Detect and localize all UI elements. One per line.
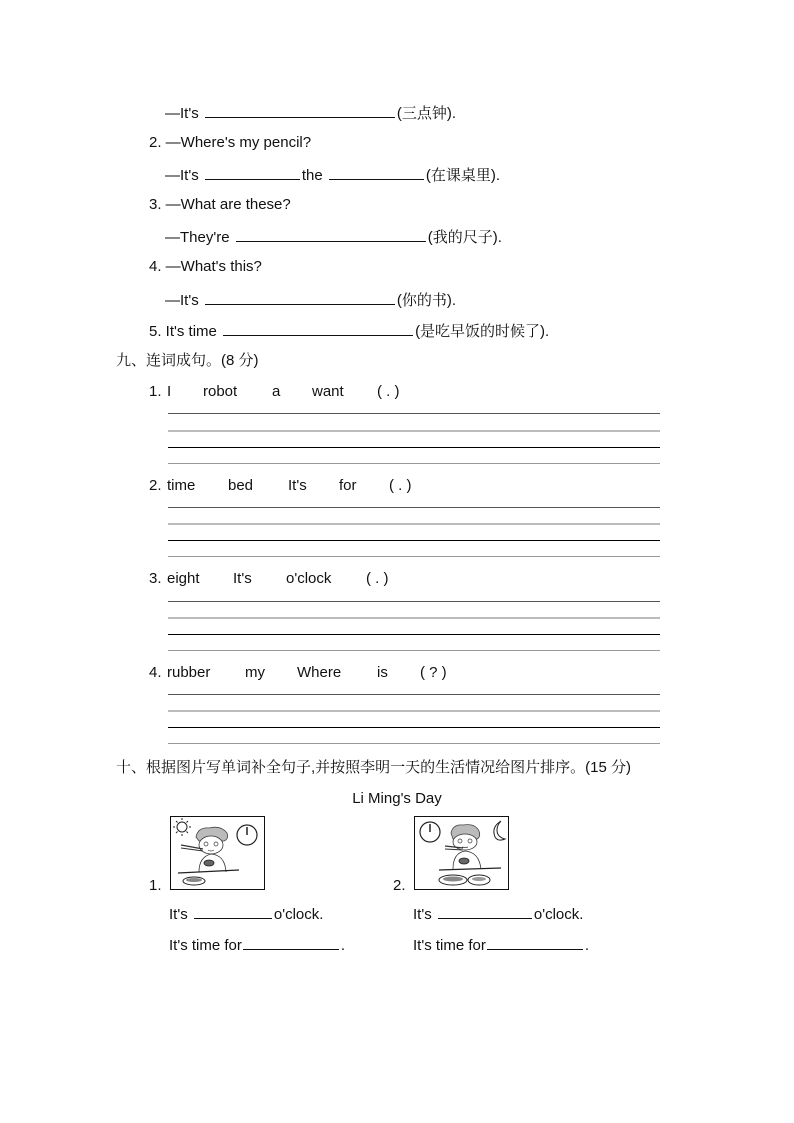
writing-line[interactable] [168,727,660,728]
section-9-title: 九、连词成句。(8 分) [116,352,259,369]
moon-icon [494,821,505,840]
answer-prefix: 5. It's time [149,323,217,340]
sentence-prefix: It's time for [169,937,242,954]
sentence-prefix: It's time for [413,937,486,954]
word-chip: It's [288,477,307,494]
q2-answer-line [165,165,500,185]
writing-line[interactable] [168,601,660,602]
sun-icon [173,818,191,836]
word-chip: time [167,477,196,494]
sentence-suffix: . [584,937,590,954]
word-chip: eight [167,570,200,587]
item-number: 2. [149,477,162,494]
breakfast-picture [170,816,265,890]
answer-blank[interactable] [223,321,413,336]
q3-question: 3. —What are these? [149,196,291,213]
word-chip: It's [233,570,252,587]
writing-line[interactable] [168,447,660,448]
boy-eating-dinner-illustration [415,817,508,889]
word-chip: Where [297,664,342,681]
answer-blank[interactable] [205,290,395,305]
word-chip: want [312,383,344,400]
clock-icon [420,822,440,842]
writing-line[interactable] [168,523,660,525]
answer-blank[interactable] [236,227,426,242]
writing-line[interactable] [168,463,660,464]
item-number: 4. [149,664,162,681]
writing-line[interactable] [168,650,660,651]
writing-line[interactable] [168,540,660,541]
punctuation-hint: ( . ) [377,383,400,400]
writing-line[interactable] [168,634,660,635]
answer-mid: the [301,167,323,184]
picture-number: 1. [149,877,162,894]
answer-blank[interactable] [205,103,395,118]
chinese-hint: (是吃早饭的时候了). [415,323,550,340]
writing-line[interactable] [168,430,660,432]
picture-1-meal-sentence [169,935,345,955]
word-chip: o'clock [286,570,332,587]
word-chip: bed [228,477,254,494]
punctuation-hint: ( . ) [366,570,389,587]
writing-line[interactable] [168,413,660,414]
word-chip: a [272,383,281,400]
picture-number: 2. [393,877,406,894]
picture-1-time-sentence [169,904,323,924]
item-number: 1. [149,383,162,400]
hour-blank[interactable] [438,904,532,919]
answer-blank-2[interactable] [329,165,424,180]
chinese-hint: (你的书). [396,292,457,309]
worksheet-subtitle: Li Ming's Day [352,790,442,807]
word-chip: rubber [167,664,211,681]
item-number: 3. [149,570,162,587]
chinese-hint: (我的尺子). [427,229,502,246]
chinese-hint: (三点钟). [396,105,457,122]
sentence-suffix: o'clock. [273,906,324,923]
punctuation-hint: ( . ) [389,477,412,494]
word-chip: robot [203,383,238,400]
boy-eating-breakfast-illustration [171,817,264,889]
writing-line[interactable] [168,556,660,557]
meal-blank[interactable] [487,935,583,950]
writing-line[interactable] [168,694,660,695]
word-chip: I [167,383,172,400]
dinner-picture [414,816,509,890]
answer-prefix: —It's [165,167,199,184]
writing-line[interactable] [168,743,660,744]
picture-2-meal-sentence [413,935,589,955]
sentence-suffix: . [340,937,346,954]
answer-prefix: —It's [165,292,199,309]
writing-line[interactable] [168,617,660,619]
punctuation-hint: ( ? ) [420,664,447,681]
hour-blank[interactable] [194,904,272,919]
answer-prefix: —It's [165,105,199,122]
q2-question: 2. —Where's my pencil? [149,134,312,151]
word-chip: is [377,664,388,681]
sentence-prefix: It's [413,906,432,923]
writing-line[interactable] [168,507,660,508]
clock-icon [237,825,257,845]
chinese-hint: (在课桌里). [425,167,501,184]
sentence-suffix: o'clock. [533,906,584,923]
section-10-title: 十、根据图片写单词补全句子,并按照李明一天的生活情况给图片排序。(15 分) [116,759,632,776]
writing-line[interactable] [168,710,660,712]
q4-answer-line [165,290,456,310]
word-chip: my [245,664,265,681]
q3-answer-line [165,227,502,247]
q1-answer-line [165,103,456,123]
meal-blank[interactable] [243,935,339,950]
answer-blank-1[interactable] [205,165,300,180]
sentence-prefix: It's [169,906,188,923]
answer-prefix: —They're [165,229,230,246]
word-chip: for [339,477,357,494]
q5-line [149,321,549,341]
q4-question: 4. —What's this? [149,258,262,275]
picture-2-time-sentence [413,904,583,924]
